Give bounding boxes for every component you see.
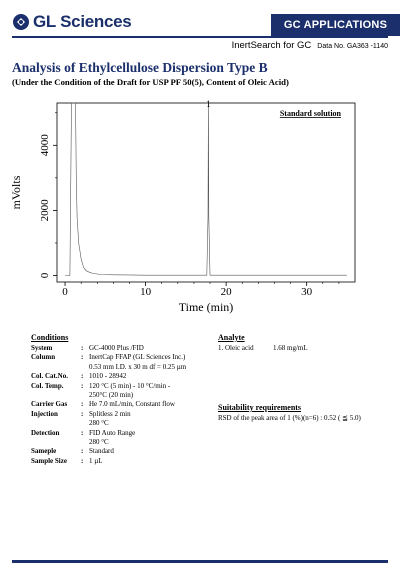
condition-colon: : bbox=[81, 456, 84, 465]
condition-label: Carrier Gas bbox=[31, 400, 68, 409]
product-name: InertSearch for GC bbox=[231, 40, 312, 51]
condition-colon: : bbox=[81, 447, 84, 456]
condition-value: Splitless 2 min bbox=[89, 409, 131, 418]
condition-label: Detection bbox=[31, 428, 60, 437]
data-number: Data No. GA363 -1140 bbox=[317, 43, 388, 50]
condition-value: 120 °C (5 min) - 10 °C/min - bbox=[89, 381, 171, 390]
condition-value: 1 µL bbox=[89, 456, 103, 465]
condition-row bbox=[31, 382, 219, 391]
plot-frame bbox=[57, 103, 355, 282]
chart-title: Standard solution bbox=[279, 109, 341, 118]
y-tick-label: 2000 bbox=[39, 199, 51, 222]
condition-value: Standard bbox=[89, 447, 114, 456]
condition-row bbox=[31, 372, 219, 381]
condition-colon: : bbox=[81, 344, 84, 352]
x-axis-label: Time (min) bbox=[178, 300, 234, 314]
suitability-text: RSD of the peak area of 1 (%)(n=6) : 0.52 ( ≦ 5.0) bbox=[218, 414, 361, 422]
x-tick-label: 10 bbox=[140, 286, 152, 298]
analyte-name: 1. Oleic acid bbox=[218, 344, 254, 352]
condition-colon: : bbox=[81, 400, 84, 409]
condition-label: System bbox=[31, 344, 53, 352]
conditions-table bbox=[31, 344, 219, 466]
y-axis-label: mVolts bbox=[9, 175, 23, 210]
x-tick-label: 30 bbox=[301, 286, 313, 298]
condition-label: Sameple bbox=[31, 447, 57, 456]
condition-value: 280 °C bbox=[89, 419, 109, 428]
page-title: Analysis of Ethylcellulose Dispersion Type B bbox=[12, 60, 268, 75]
condition-colon: : bbox=[81, 381, 84, 390]
conditions-section bbox=[31, 333, 219, 466]
analyte-conc: 1.68 mg/mL bbox=[273, 344, 308, 352]
condition-colon: : bbox=[81, 372, 84, 381]
gl-logo-icon bbox=[12, 13, 30, 31]
condition-value: 0.53 mm I.D. x 30 m df = 0.25 µm bbox=[89, 362, 187, 371]
gl-sciences-logo bbox=[12, 12, 131, 32]
gc-applications-tag: GC APPLICATIONS bbox=[271, 14, 400, 36]
x-tick-label: 20 bbox=[220, 286, 232, 298]
condition-label: Column bbox=[31, 353, 56, 362]
x-tick-label: 0 bbox=[62, 286, 68, 298]
condition-label: Injection bbox=[31, 409, 58, 418]
analyte-heading: Analyte bbox=[218, 333, 245, 342]
condition-value: InertCap FFAP (GL Sciences Inc.) bbox=[89, 353, 186, 362]
condition-row bbox=[31, 429, 219, 438]
condition-row bbox=[31, 344, 219, 353]
y-tick-label: 4000 bbox=[39, 134, 51, 157]
condition-colon: : bbox=[81, 409, 84, 418]
analyte-section bbox=[218, 333, 378, 353]
condition-row bbox=[31, 391, 219, 400]
y-tick-label: 0 bbox=[39, 272, 51, 279]
footer-rule bbox=[12, 560, 388, 563]
chromatogram-chart bbox=[0, 95, 400, 323]
condition-row bbox=[31, 410, 219, 419]
analyte-row bbox=[218, 344, 378, 353]
suitability-heading: Suitability requirements bbox=[218, 403, 302, 412]
suitability-section bbox=[218, 403, 378, 423]
conditions-heading: Conditions bbox=[31, 333, 69, 342]
condition-colon: : bbox=[81, 353, 84, 362]
logo-text: GL Sciences bbox=[33, 12, 132, 31]
condition-value: GC-4000 Plus /FID bbox=[89, 344, 144, 352]
doc-subheader bbox=[0, 40, 388, 51]
series-line bbox=[65, 103, 347, 276]
condition-value: He 7.0 mL/min, Constant flow bbox=[89, 400, 175, 409]
condition-value: 250°C (20 min) bbox=[89, 391, 134, 400]
condition-row bbox=[31, 353, 219, 362]
header-rule bbox=[12, 36, 388, 38]
condition-value: FID Auto Range bbox=[89, 428, 136, 437]
condition-row bbox=[31, 419, 219, 428]
condition-row bbox=[31, 457, 219, 466]
condition-row bbox=[31, 447, 219, 456]
condition-row bbox=[31, 400, 219, 409]
condition-label: Sample Size bbox=[31, 456, 67, 465]
condition-colon: : bbox=[81, 428, 84, 437]
condition-value: 1010 - 28942 bbox=[89, 372, 127, 381]
condition-row bbox=[31, 438, 219, 447]
page-subtitle: (Under the Condition of the Draft for USP PF 50(5), Content of Oleic Acid) bbox=[12, 77, 289, 87]
condition-label: Col. Cat.No. bbox=[31, 372, 68, 381]
condition-label: Col. Temp. bbox=[31, 381, 64, 390]
condition-value: 280 °C bbox=[89, 438, 109, 447]
peak-label: 1 bbox=[206, 99, 211, 109]
condition-row bbox=[31, 363, 219, 372]
page-header bbox=[0, 0, 400, 40]
